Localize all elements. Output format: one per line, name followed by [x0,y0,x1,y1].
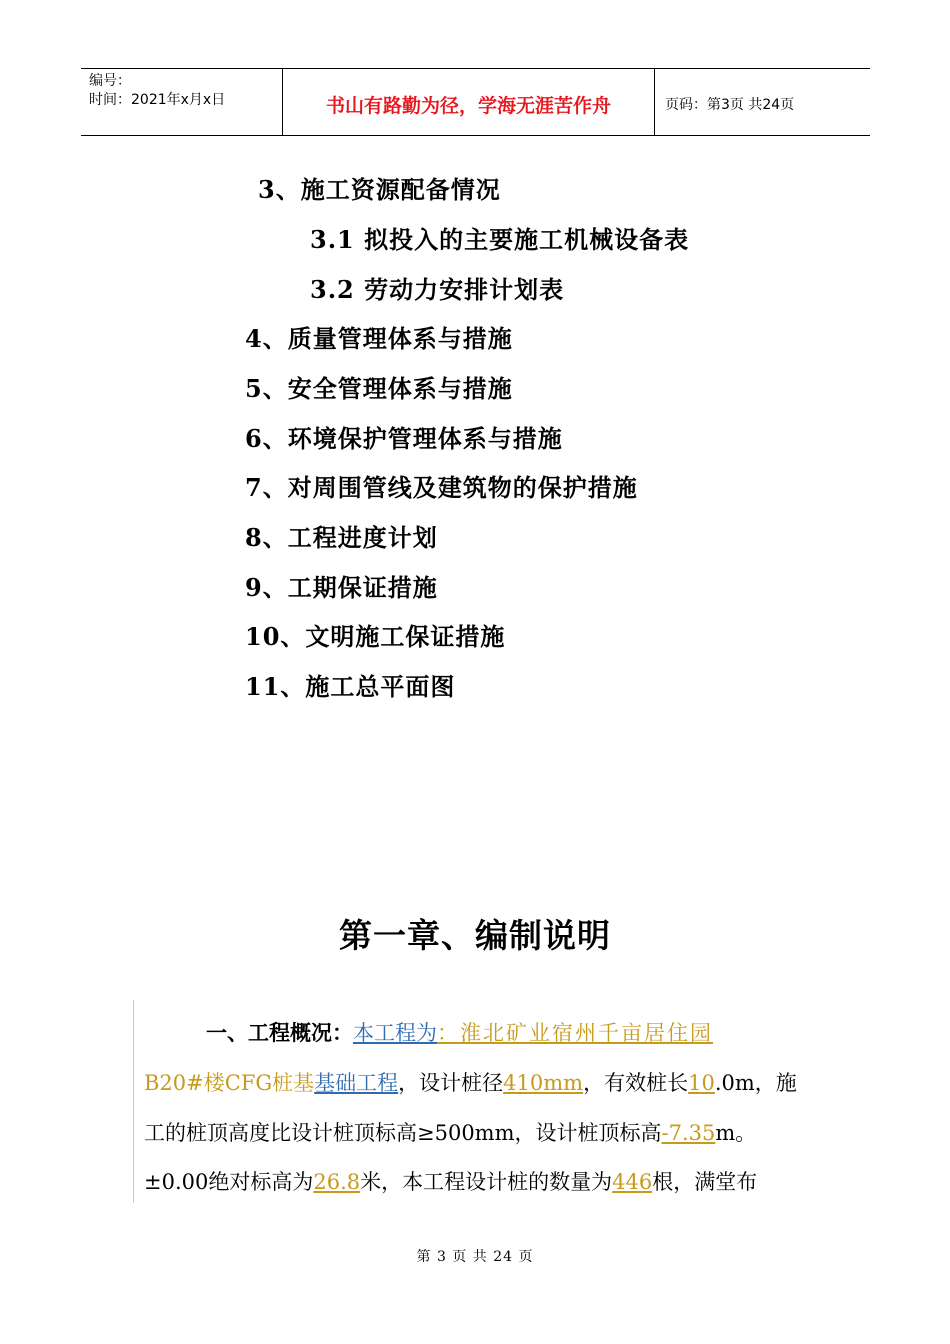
toc-item: 3.1 拟投入的主要施工机械设备表 [310,225,690,254]
toc-item: 8、工程进度计划 [245,523,438,552]
overview-text: 米，本工程设计桩的数量为 [360,1170,613,1194]
toc-item: 7、对周围管线及建筑物的保护措施 [245,473,638,502]
header-page-info: 页码：第3页 共24页 [665,97,795,113]
margin-rule [133,1000,134,1203]
toc-item: 6、环境保护管理体系与措施 [245,424,563,453]
page-footer: 第 3 页 共 24 页 [416,1249,534,1265]
overview-line-2 [144,1067,808,1097]
toc-item: 5、安全管理体系与措施 [245,374,513,403]
overview-line-3 [144,1117,808,1147]
overview-line-4 [144,1166,808,1196]
overview-line-1 [144,1017,870,1047]
overview-text: 本工程为 [353,1021,437,1045]
overview-text: ±0.00绝对标高为 [144,1170,314,1194]
overview-text: B20#楼CFG桩基 [144,1071,315,1095]
toc-item: 3、施工资源配备情况 [258,175,501,204]
overview-text: ，有效桩长 [583,1071,689,1095]
toc-item: 4、质量管理体系与措施 [245,324,513,353]
page-header [81,68,870,136]
overview-value: 26.8 [313,1170,361,1194]
toc-item: 9、工期保证措施 [245,573,438,602]
overview-text: ，设计桩径 [398,1071,504,1095]
overview-value: 10 [688,1071,715,1095]
number-label: 编号： [89,73,131,89]
overview-text: 基础工程 [314,1071,399,1095]
header-left-cell [81,69,282,135]
toc-item: 11、施工总平面图 [245,672,456,701]
overview-text: m。 [715,1121,757,1145]
overview-value: 446 [612,1170,653,1194]
chapter-title: 第一章、编制说明 [339,916,611,955]
overview-text: 根，满堂布 [652,1170,758,1194]
overview-heading: 一、工程概况： [206,1021,353,1045]
header-motto: 书山有路勤为径，学海无涯苦作舟 [282,69,655,135]
overview-value: -7.35 [661,1121,716,1145]
time-label: 时间：2021年x月x日 [89,92,226,108]
overview-text: ：淮北矿业宿州千亩居住园 [437,1021,713,1045]
overview-text: .0m，施 [714,1071,797,1095]
overview-text: 工的桩顶高度比设计桩顶标高≥500mm，设计桩顶标高 [144,1121,662,1145]
toc-item: 3.2 劳动力安排计划表 [310,275,565,304]
overview-value: 410mm [503,1071,584,1095]
toc-item: 10、文明施工保证措施 [245,622,506,651]
